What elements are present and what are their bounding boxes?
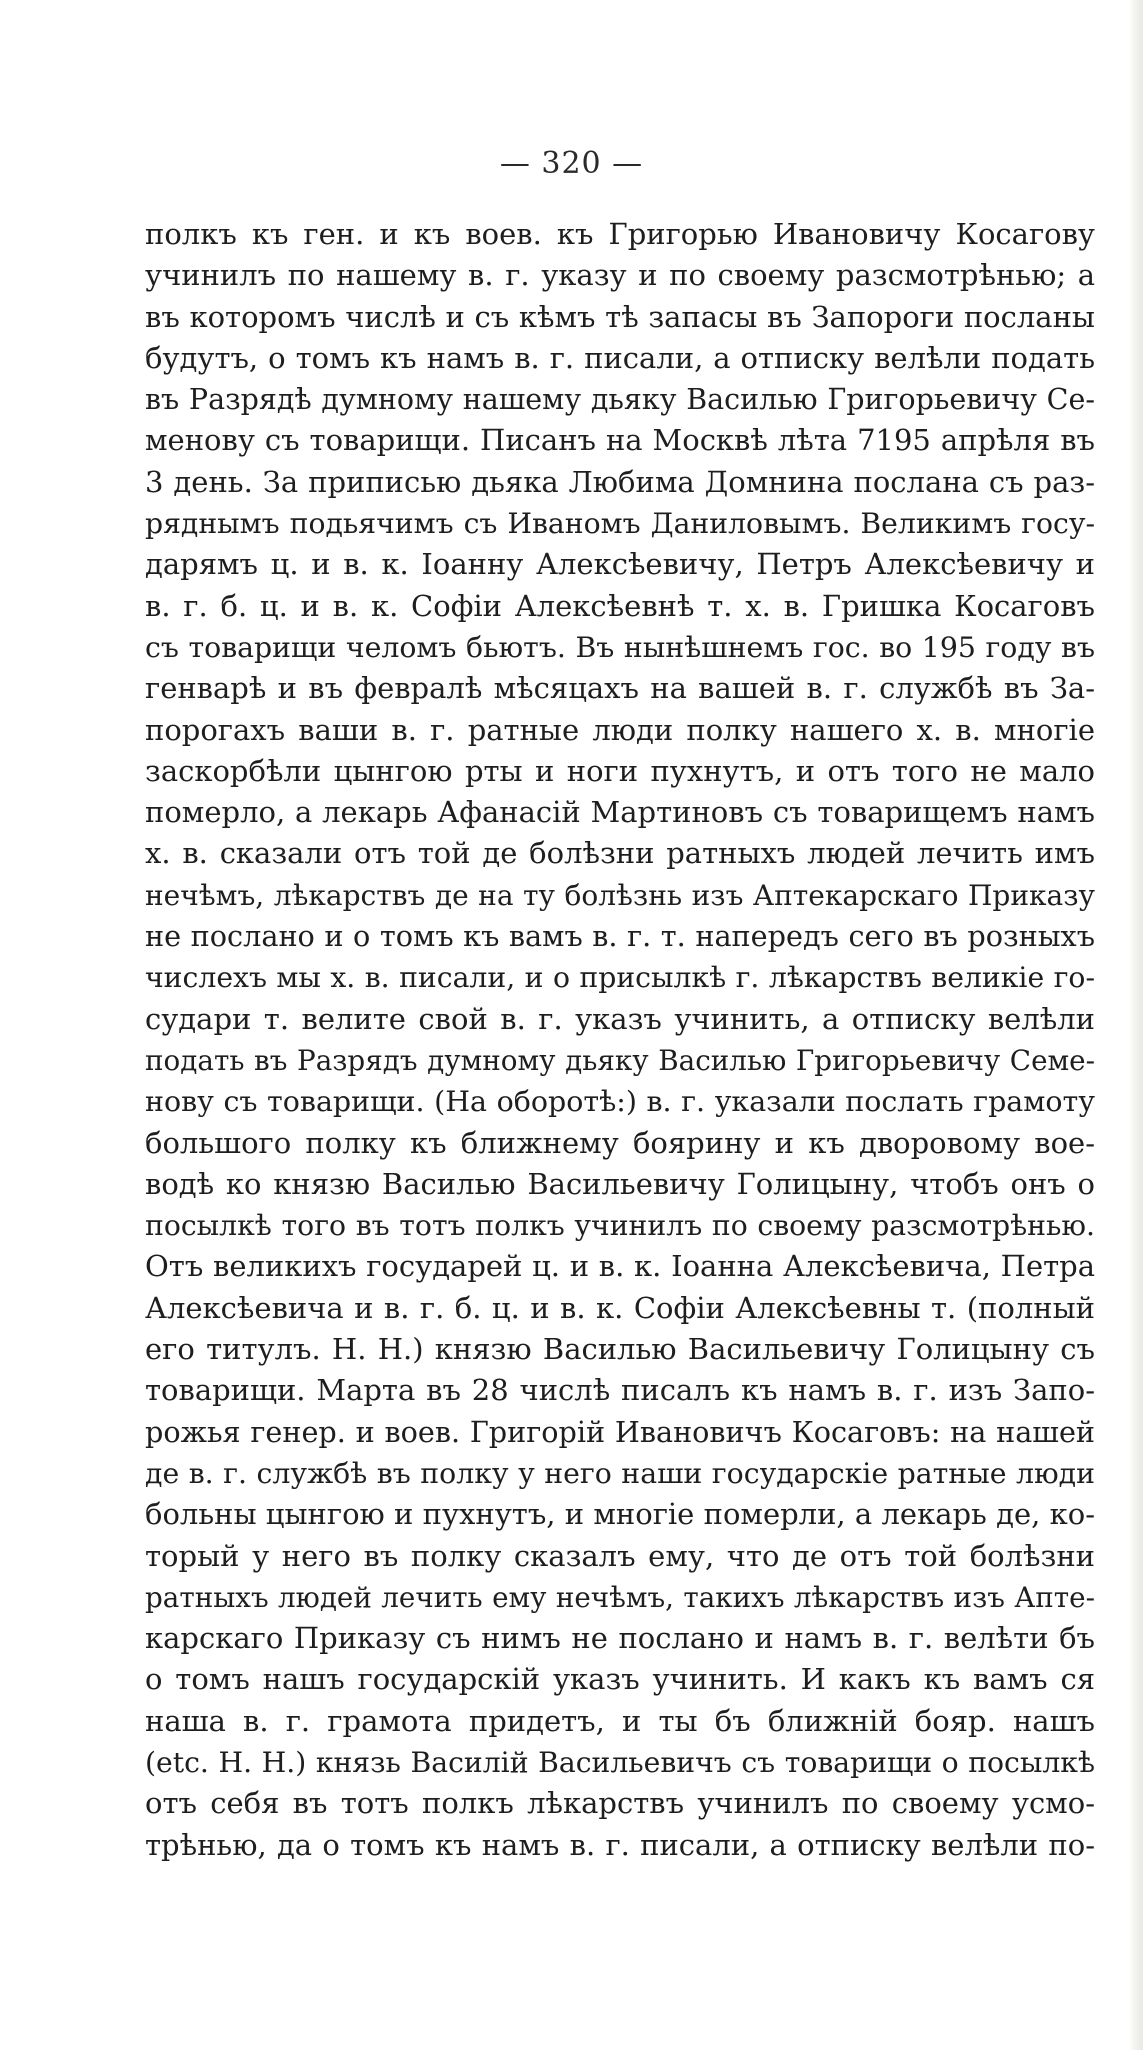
text-line: съ товарищи челомъ бьютъ. Въ нынѣшнемъ гос. во 195 году въ	[145, 630, 1095, 664]
text-line: Алексѣевича и в. г. б. ц. и в. к. Софіи Алексѣевны т. (полный	[145, 1290, 1095, 1325]
text-line: трѣнью, да о томъ къ намъ в. г. писали, а отписку велѣли по-	[145, 1827, 1095, 1862]
text-line: ратныхъ людей лечить ему нечѣмъ, такихъ лѣкарствъ изъ Апте-	[145, 1580, 1095, 1614]
text-line: не послано и о томъ къ вамъ в. г. т. напередъ сего въ розныхъ	[145, 919, 1095, 954]
text-line: (etc. Н. Н.) князь Василій Васильевичъ съ товарищи о посылкѣ	[145, 1745, 1095, 1779]
text-line: генварѣ и въ февралѣ мѣсяцахъ на вашей в. г. службѣ въ За-	[145, 671, 1095, 706]
text-line: менову съ товарищи. Писанъ на Москвѣ лѣта 7195 апрѣля въ	[145, 423, 1095, 458]
text-line: заскорбѣли цынгою рты и ноги пухнутъ, и отъ того не мало	[145, 753, 1095, 788]
text-line: его титулъ. Н. Н.) князю Василью Васильевичу Голицыну съ	[145, 1332, 1095, 1367]
text-line: де в. г. службѣ въ полку у него наши государскіе ратные люди	[145, 1456, 1095, 1490]
text-line: въ которомъ числѣ и съ кѣмъ тѣ запасы въ Запороги посланы	[145, 299, 1095, 334]
text-line: числехъ мы х. в. писали, и о присылкѣ г. лѣкарствъ великіе го-	[145, 961, 1095, 995]
page-edge	[1129, 0, 1143, 2050]
text-line: нову съ товарищи. (На оборотѣ:) в. г. указали послать грамоту	[145, 1085, 1095, 1119]
text-line: товарищи. Марта въ 28 числѣ писалъ къ намъ в. г. изъ Запо-	[145, 1373, 1095, 1408]
text-line: рожья генер. и воев. Григорій Ивановичъ Косаговъ: на нашей	[145, 1414, 1095, 1449]
text-line: дарямъ ц. и в. к. Іоанну Алексѣевичу, Петръ Алексѣевичу и	[145, 547, 1095, 582]
text-line: х. в. сказали отъ той де болѣзни ратныхъ людей лечить имъ	[145, 836, 1095, 871]
text-line: карскаго Приказу съ нимъ не послано и намъ в. г. велѣти бъ	[145, 1621, 1095, 1656]
text-line: большого полку къ ближнему боярину и къ дворовому вое-	[145, 1125, 1095, 1160]
text-line: отъ себя въ тотъ полкъ лѣкарствъ учинилъ по своему усмо-	[145, 1786, 1095, 1821]
text-line: Отъ великихъ государей ц. и в. к. Іоанна Алексѣевича, Петра	[145, 1249, 1095, 1284]
text-line: о томъ нашъ государскій указъ учинить. И какъ къ вамъ ся	[145, 1662, 1095, 1697]
text-line: посылкѣ того въ тотъ полкъ учинилъ по своему разсмотрѣнью.	[145, 1209, 1095, 1243]
page-number: — 320 —	[499, 146, 644, 181]
text-line: померло, а лекарь Афанасій Мартиновъ съ товарищемъ намъ	[145, 795, 1095, 830]
text-line: въ Разрядѣ думному нашему дьяку Василью Григорьевичу Се-	[145, 383, 1095, 417]
text-line: 3 день. За приписью дьяка Любима Домнина послана съ раз-	[145, 464, 1095, 499]
text-line: порогахъ ваши в. г. ратные люди полку нашего х. в. многіе	[145, 712, 1095, 747]
text-line: торый у него въ полку сказалъ ему, что де отъ той болѣзни	[145, 1538, 1095, 1573]
text-line: ряднымъ подьячимъ съ Иваномъ Даниловымъ. Великимъ госу-	[145, 507, 1095, 541]
body-text	[145, 214, 1095, 1866]
text-line: судари т. велите свой в. г. указъ учинить, а отписку велѣли	[145, 1001, 1095, 1036]
text-line: подать въ Разрядъ думному дьяку Василью Григорьевичу Семе-	[145, 1043, 1095, 1077]
text-line: полкъ къ ген. и къ воев. къ Григорью Ивановичу Косагову	[145, 217, 1095, 251]
text-line: нечѣмъ, лѣкарствъ де на ту болѣзнь изъ Аптекарскаго Приказу	[145, 878, 1095, 912]
text-line: в. г. б. ц. и в. к. Софіи Алексѣевнѣ т. х. в. Гришка Косаговъ	[145, 588, 1095, 623]
text-line: больны цынгою и пухнутъ, и многіе померли, а лекарь де, ко-	[145, 1497, 1095, 1532]
text-line: учинилъ по нашему в. г. указу и по своему разсмотрѣнью; а	[145, 258, 1095, 293]
text-line: водѣ ко князю Василью Васильевичу Голицыну, чтобъ онъ о	[145, 1166, 1095, 1201]
text-line: будутъ, о томъ къ намъ в. г. писали, а отписку велѣли подать	[145, 340, 1095, 375]
text-line: наша в. г. грамота придетъ, и ты бъ ближній бояр. нашъ	[145, 1703, 1095, 1738]
